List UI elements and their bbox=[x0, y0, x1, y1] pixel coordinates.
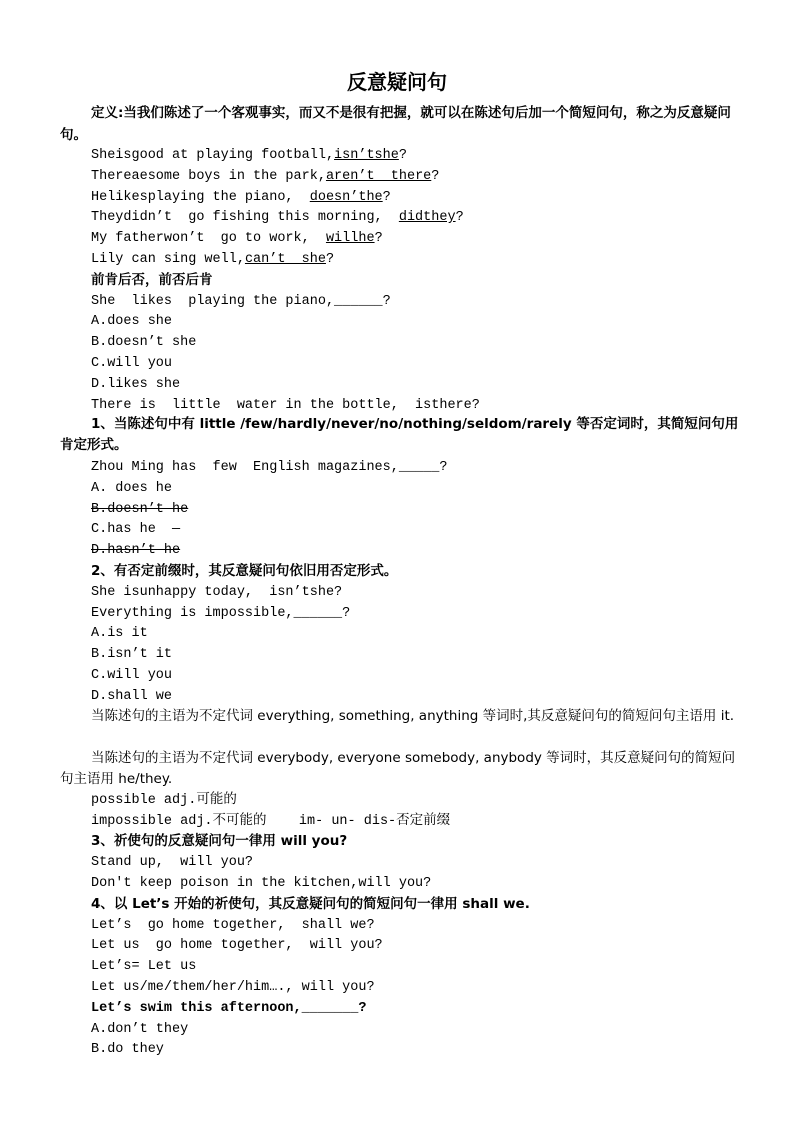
rule-heading-2: 2、有否定前缀时，其反意疑问句依旧用否定形式。 bbox=[91, 563, 398, 579]
example-text: Theydidn’t go fishing this morning, bbox=[91, 210, 399, 225]
example-text: My fatherwon’t go to work, bbox=[91, 231, 326, 246]
question-3-option-a: A.is it bbox=[91, 626, 148, 641]
example-lets-equals: Let’s= Let us bbox=[91, 959, 197, 974]
example-let-us-will-you: Let us go home together, will you? bbox=[91, 938, 383, 953]
question-tag: isn’tshe bbox=[334, 148, 399, 163]
rule-heading-0: 前肯后否，前否后肯 bbox=[91, 272, 213, 288]
question-mark: ? bbox=[431, 169, 440, 184]
example-there-is: There is little water in the bottle, isthere? bbox=[91, 398, 480, 413]
question-2-stem: Zhou Ming has few English magazines,_____? bbox=[91, 460, 448, 475]
question-3-option-c: C.will you bbox=[91, 668, 173, 683]
example-line-5 bbox=[91, 228, 383, 249]
question-mark: ? bbox=[325, 252, 335, 267]
note-indefinite-pronoun-it bbox=[60, 706, 740, 727]
example-line-6 bbox=[91, 249, 334, 270]
question-tag: aren’t there bbox=[325, 169, 432, 184]
example-line-4 bbox=[91, 207, 464, 228]
question-3-option-d: D.shall we bbox=[91, 689, 173, 704]
example-let-us-objects: Let us/me/them/her/him…., will you? bbox=[91, 980, 375, 995]
example-line-3 bbox=[91, 187, 391, 208]
question-tag: didthey bbox=[398, 210, 456, 225]
example-stand-up: Stand up, will you? bbox=[91, 855, 254, 870]
question-2-option-d-struck: D.hasn’t he bbox=[91, 543, 181, 558]
question-2-option-c: C.has he — bbox=[91, 522, 181, 537]
rule-heading-4: 4、以 Let’s 开始的祈使句，其反意疑问句的简短问句一律用 shall we. bbox=[91, 896, 530, 912]
example-line-1 bbox=[91, 145, 407, 166]
vocab-impossible: impossible adj.不可能的 im- un- dis-否定前缀 bbox=[91, 814, 451, 829]
note-indefinite-pronoun-he-they bbox=[60, 748, 740, 790]
question-tag: willhe bbox=[325, 231, 375, 246]
example-text: Helikesplaying the piano, bbox=[91, 190, 310, 205]
question-tag: can’t she bbox=[244, 252, 326, 267]
example-text: Lily can sing well, bbox=[91, 252, 245, 267]
question-4-option-a: A.don’t they bbox=[91, 1022, 189, 1037]
vocab-possible: possible adj.可能的 bbox=[91, 793, 237, 808]
question-1-stem: She likes playing the piano,______? bbox=[91, 294, 391, 309]
example-unhappy: She isunhappy today, isn’tshe? bbox=[91, 585, 343, 600]
question-2-option-b-struck: B.doesn’t he bbox=[91, 502, 189, 517]
question-4-stem: Let’s swim this afternoon,_______? bbox=[91, 1001, 367, 1016]
question-2-option-a: A. does he bbox=[91, 481, 173, 496]
question-1-option-b: B.doesn’t she bbox=[91, 335, 197, 350]
example-line-2 bbox=[91, 166, 439, 187]
question-1-option-a: A.does she bbox=[91, 314, 173, 329]
question-3-option-b: B.isn’t it bbox=[91, 647, 173, 662]
question-mark: ? bbox=[398, 148, 407, 163]
question-3-stem: Everything is impossible,______? bbox=[91, 606, 351, 621]
example-poison: Don't keep poison in the kitchen,will you? bbox=[91, 876, 432, 891]
question-1-option-d: D.likes she bbox=[91, 377, 181, 392]
rule-heading-1 bbox=[60, 414, 740, 456]
page-title: 反意疑问句 bbox=[347, 70, 447, 94]
question-tag: doesn’the bbox=[309, 190, 383, 205]
note-1-text: 当陈述句的主语为不定代词 everything, something, anything 等词时,其反意疑问句的简短问句主语用 it. bbox=[91, 708, 735, 724]
definition-text: 定义:当我们陈述了一个客观事实，而又不是很有把握，就可以在陈述句后加一个简短问句，称之为反意疑问句。 bbox=[60, 105, 731, 143]
question-mark: ? bbox=[455, 210, 464, 225]
rule-heading-3: 3、祈使句的反意疑问句一律用 will you? bbox=[91, 833, 348, 849]
rule-1-text: 1、当陈述句中有 little /few/hardly/never/no/nothing/seldom/rarely 等否定词时，其简短问句用肯定形式。 bbox=[60, 416, 739, 453]
example-lets-shall-we: Let’s go home together, shall we? bbox=[91, 918, 375, 933]
question-mark: ? bbox=[374, 231, 383, 246]
definition bbox=[60, 102, 740, 146]
example-text: Sheisgood at playing football, bbox=[91, 148, 335, 163]
example-text: Thereaesome boys in the park, bbox=[91, 169, 326, 184]
note-2-text: 当陈述句的主语为不定代词 everybody, everyone somebody, anybody 等词时，其反意疑问句的简短问句主语用 he/they. bbox=[60, 750, 736, 787]
question-4-option-b: B.do they bbox=[91, 1042, 164, 1057]
question-1-option-c: C.will you bbox=[91, 356, 173, 371]
question-mark: ? bbox=[382, 190, 391, 205]
